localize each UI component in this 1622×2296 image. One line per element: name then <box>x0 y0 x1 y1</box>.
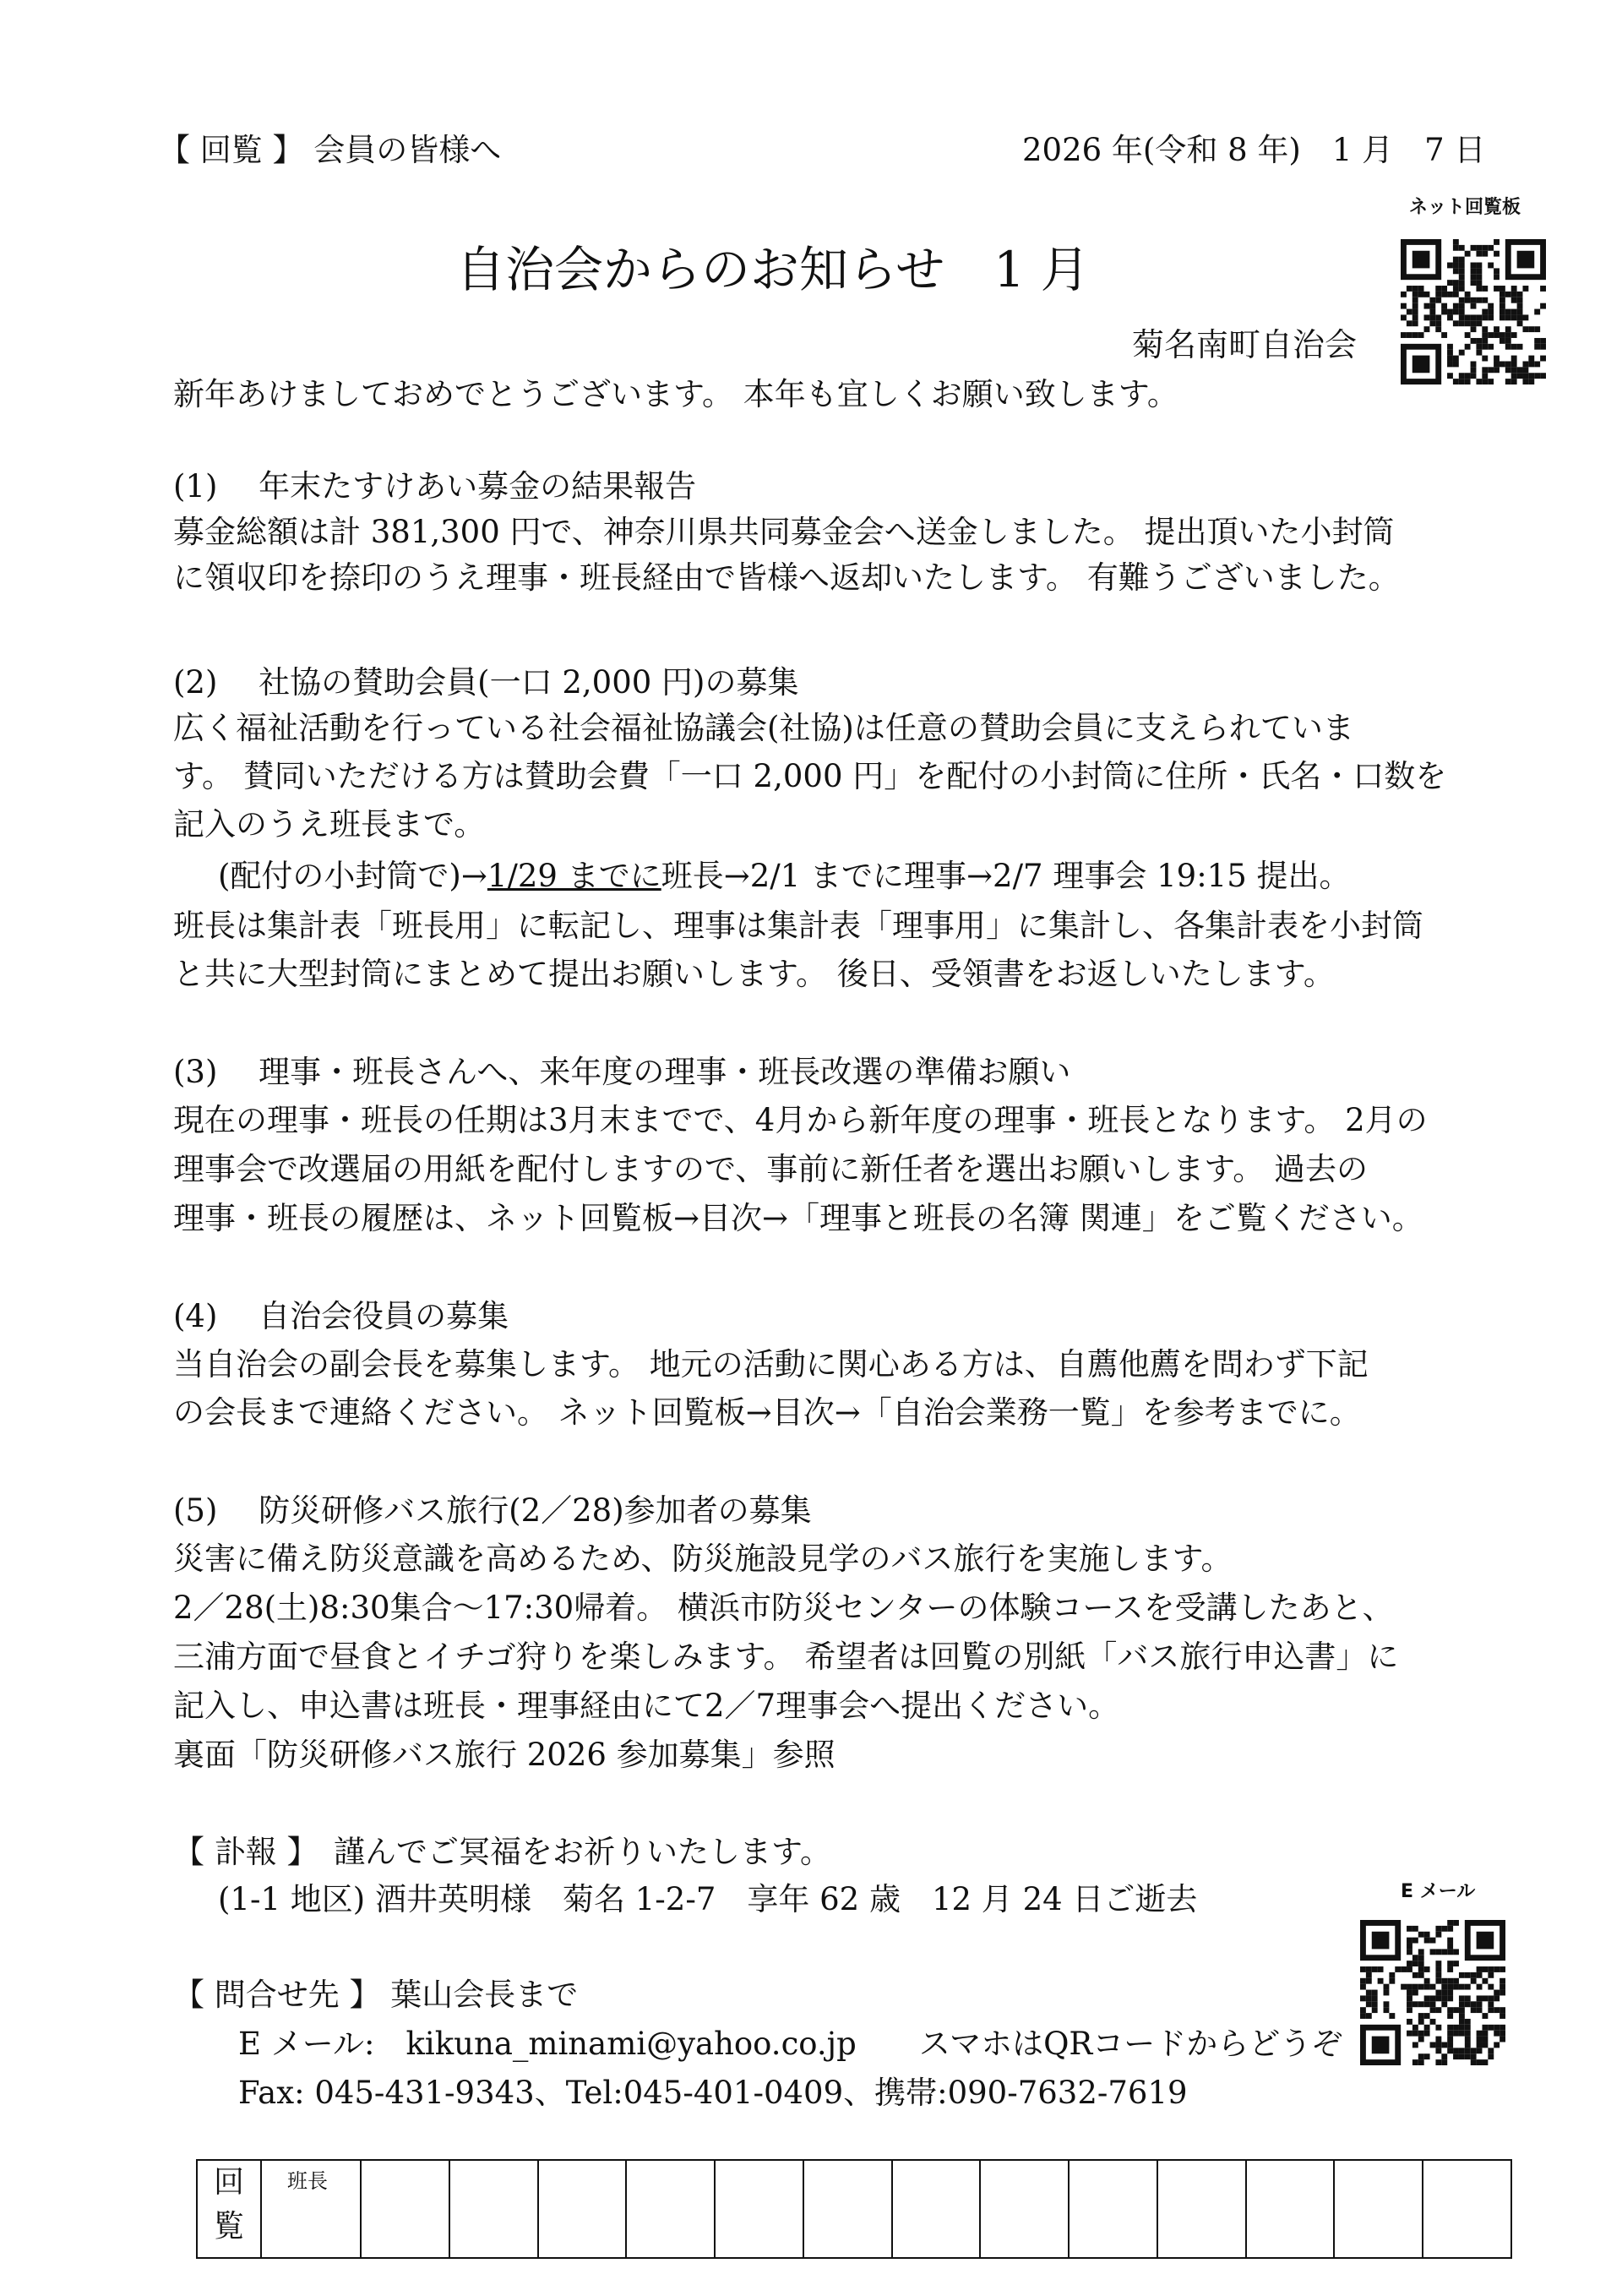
section-3-heading: (3) 理事・班長さんへ、来年度の理事・班長改選の準備お願い <box>173 1054 1071 1090</box>
stamp-cell[interactable] <box>1334 2160 1423 2258</box>
section-4-line-2: の会長まで連絡ください。 ネット回覧板→目次→「自治会業務一覧」を参考までに。 <box>173 1394 1361 1431</box>
contact-heading: 【 問合せ先 】 葉山会長まで <box>173 1977 579 2013</box>
circulation-stamp-table <box>196 2159 1512 2259</box>
section-5-heading: (5) 防災研修バス旅行(2／28)参加者の募集 <box>173 1492 812 1529</box>
stamp-cell[interactable] <box>1246 2160 1335 2258</box>
circulation-tag: 【 回覧 】 会員の皆様へ <box>159 132 502 168</box>
email-qr-code <box>1360 1920 1505 2065</box>
page-title: 自治会からのお知らせ 1 月 <box>456 241 1090 298</box>
section-5-line-1: 災害に備え防災意識を高めるため、防災施設見学のバス旅行を実施します。 <box>173 1541 1233 1577</box>
flow-suffix: 班長→2/1 までに理事→2/7 理事会 19:15 提出。 <box>661 858 1351 894</box>
flow-prefix: (配付の小封筒で)→ <box>218 858 487 894</box>
section-2-flow <box>218 856 1351 897</box>
stamp-cell[interactable] <box>361 2160 449 2258</box>
net-board-label: ネット回覧板 <box>1409 197 1521 218</box>
circulation-label-top: 回 <box>213 2165 244 2200</box>
section-2-line-5: と共に大型封筒にまとめて提出お願いします。 後日、受領書をお返しいたします。 <box>173 956 1335 992</box>
section-2-line-2: す。 賛同いただける方は賛助会費「一口 2,000 円」を配付の小封筒に住所・氏名・口数を <box>173 758 1447 794</box>
stamp-cell[interactable] <box>538 2160 627 2258</box>
section-3-line-3: 理事・班長の履歴は、ネット回覧板→目次→「理事と班長の名簿 関連」をご覧ください。 <box>173 1200 1423 1236</box>
issue-date: 2026 年(令和 8 年) 1 月 7 日 <box>1022 132 1486 168</box>
stamp-cell[interactable] <box>715 2160 803 2258</box>
section-1-line-1: 募金総額は計 381,300 円で、神奈川県共同募金会へ送金しました。 提出頂いた小封筒 <box>173 514 1395 550</box>
organization-name: 菊名南町自治会 <box>1132 326 1358 363</box>
section-4-line-1: 当自治会の副会長を募集します。 地元の活動に関心ある方は、自薦他薦を問わず下記 <box>173 1346 1369 1383</box>
section-5-line-4: 記入し、申込書は班長・理事経由にて2／7理事会へ提出ください。 <box>173 1688 1120 1724</box>
stamp-cell[interactable] <box>803 2160 892 2258</box>
section-5-line-3: 三浦方面で昼食とイチゴ狩りを楽しみます。 希望者は回覧の別紙「バス旅行申込書」に <box>173 1639 1399 1675</box>
contact-phone: Fax: 045-431-9343、Tel:045-401-0409、携帯:090-7632-7619 <box>238 2075 1188 2111</box>
flow-deadline: 1/29 までに <box>487 858 661 894</box>
section-2-line-4: 班長は集計表「班長用」に転記し、理事は集計表「理事用」に集計し、各集計表を小封筒 <box>173 908 1423 944</box>
contact-email: E メール: kikuna_minami@yahoo.co.jp スマホはQRコードからどうぞ <box>238 2026 1343 2062</box>
section-2-heading: (2) 社協の賛助会員(一口 2,000 円)の募集 <box>173 664 799 701</box>
obituary-line: (1-1 地区) 酒井英明様 菊名 1-2-7 享年 62 歳 12 月 24 日ご逝去 <box>218 1881 1198 1917</box>
stamp-cell[interactable] <box>892 2160 981 2258</box>
stamp-cell[interactable] <box>1423 2160 1511 2258</box>
section-1-heading: (1) 年末たすけあい募金の結果報告 <box>173 468 697 504</box>
section-5-line-5: 裏面「防災研修バス旅行 2026 参加募集」参照 <box>173 1737 835 1773</box>
stamp-cell[interactable] <box>626 2160 715 2258</box>
section-2-line-3: 記入のうえ班長まで。 <box>173 806 486 843</box>
stamp-cell[interactable] <box>1069 2160 1157 2258</box>
obituary-heading: 【 訃報 】 謹んでご冥福をお祈りいたします。 <box>173 1834 832 1870</box>
circulation-label <box>197 2160 261 2258</box>
stamp-cell[interactable] <box>449 2160 538 2258</box>
section-4-heading: (4) 自治会役員の募集 <box>173 1298 509 1334</box>
section-5-line-2: 2／28(土)8:30集合～17:30帰着。 横浜市防災センターの体験コースを受講したあと、 <box>173 1590 1394 1626</box>
section-2-line-1: 広く福祉活動を行っている社会福祉協議会(社協)は任意の賛助会員に支えられていま <box>173 710 1354 746</box>
stamp-cell-hancho[interactable]: 班長 <box>261 2160 361 2258</box>
section-3-line-1: 現在の理事・班長の任期は3月末までで、4月から新年度の理事・班長となります。 2月の <box>173 1102 1428 1138</box>
net-board-qr-code <box>1401 239 1546 384</box>
email-qr-label: E メール <box>1401 1881 1476 1902</box>
stamp-cell[interactable] <box>1157 2160 1246 2258</box>
circulation-label-bottom: 覧 <box>213 2209 244 2244</box>
stamp-cell[interactable] <box>980 2160 1069 2258</box>
greeting: 新年あけましておめでとうございます。 本年も宜しくお願い致します。 <box>173 376 1178 412</box>
section-3-line-2: 理事会で改選届の用紙を配付しますので、事前に新任者を選出お願いします。 過去の <box>173 1151 1369 1187</box>
section-1-line-2: に領収印を捺印のうえ理事・班長経由で皆様へ返却いたします。 有難うございました。 <box>173 559 1400 596</box>
